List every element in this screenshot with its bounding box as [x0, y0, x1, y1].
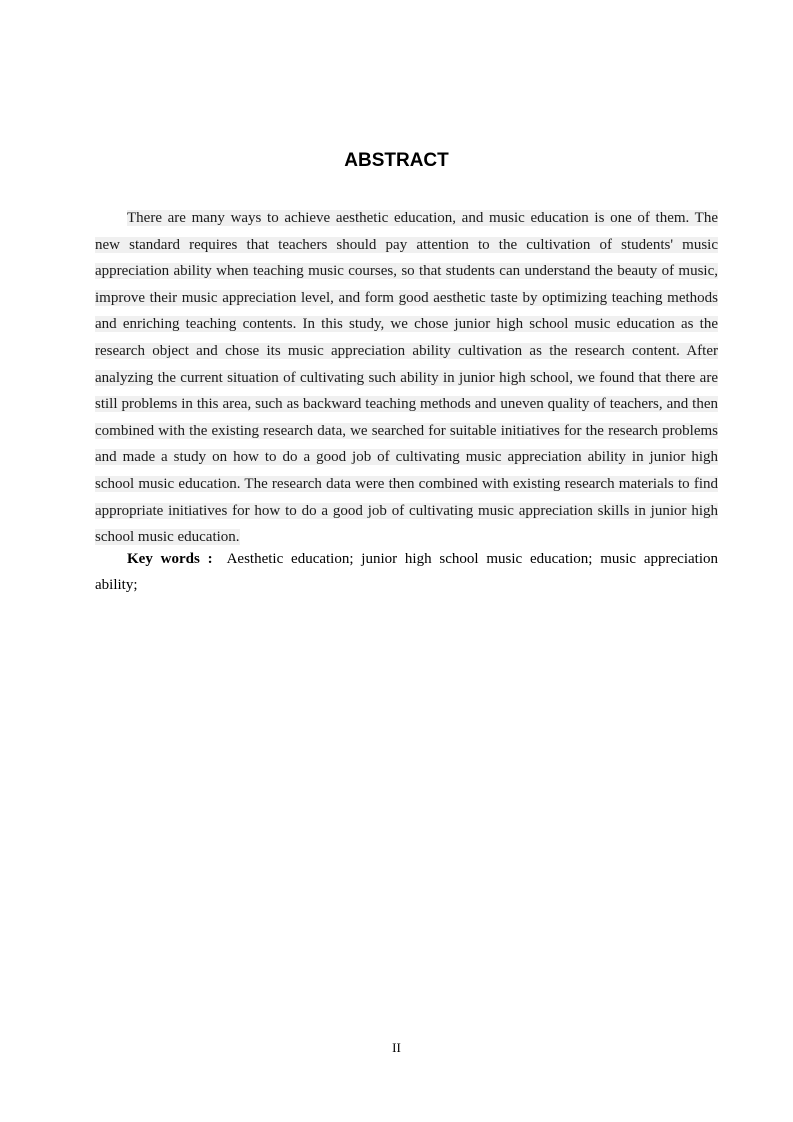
abstract-paragraph: [95, 205, 718, 551]
keywords-line: [95, 546, 718, 598]
abstract-text: There are many ways to achieve aesthetic education, and music education is one of them. The new standard requires that teachers should pay attention to the cultivation of students' music appreciation ability when teaching music courses, so that students can understand the beauty of music, improve their music appreciation level, and form good aesthetic taste by optimizing teaching methods and enriching teaching contents. In this study, we chose junior high school music education as the research object and chose its music appreciation ability cultivation as the research content. After analyzing the current situation of cultivating such ability in junior high school, we found that there are still problems in this area, such as backward teaching methods and uneven quality of teachers, and then combined with the existing research data, we searched for suitable initiatives for the research problems and made a study on how to do a good job of cultivating music appreciation ability in junior high school music education. The research data were then combined with existing research materials to find appropriate initiatives for how to do a good job of cultivating music appreciation skills in junior high school music education.: [95, 210, 718, 546]
page-number: II: [392, 1040, 401, 1055]
abstract-title: ABSTRACT: [344, 150, 449, 171]
keywords-text: Aesthetic education; junior high school music education; music appreciation ability;: [95, 551, 719, 593]
keywords-label: Key words :: [127, 551, 213, 567]
